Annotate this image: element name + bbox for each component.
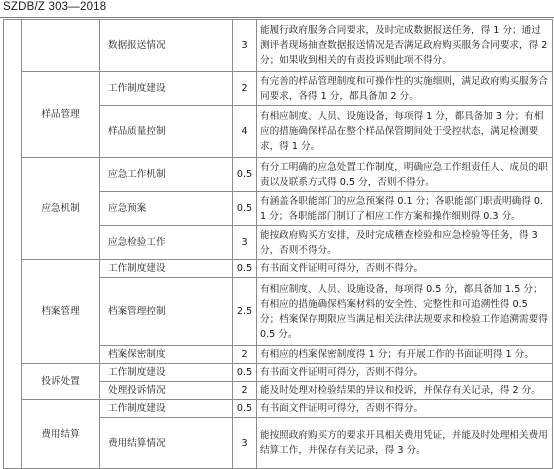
requirement-cell: 能按照政府购买方的要求开具相关费用凭证，并能及时处理相关费用结算工作，并保存有关记录，得 3 分。 bbox=[257, 418, 553, 469]
category-cell: 样品管理 bbox=[22, 72, 100, 158]
header-rule bbox=[0, 17, 554, 18]
score-cell: 3 bbox=[233, 418, 257, 469]
item-cell: 应急工作机制 bbox=[100, 158, 233, 192]
item-cell: 费用结算情况 bbox=[100, 418, 233, 469]
item-cell: 数据报送情况 bbox=[100, 20, 233, 72]
table-row bbox=[4, 72, 553, 106]
category-cell: 投诉处置 bbox=[22, 364, 100, 400]
requirement-cell: 能及时处理对检验结果的异议和投诉，并保存有关记录，得 2 分。 bbox=[257, 382, 553, 400]
outer-column bbox=[4, 20, 22, 469]
score-cell: 3 bbox=[233, 226, 257, 260]
table-row bbox=[4, 20, 553, 72]
item-cell: 处理投诉情况 bbox=[100, 382, 233, 400]
requirement-cell: 有完善的样品管理制度和可操作性的实施细则，满足政府购买服务合同要求，各得 1 分，都具备加 2 分。 bbox=[257, 72, 553, 106]
requirement-cell: 有书面文件证明可得分，否则不得分。 bbox=[257, 260, 553, 278]
score-cell: 2 bbox=[233, 382, 257, 400]
score-cell: 2 bbox=[233, 72, 257, 106]
item-cell: 应急检验工作 bbox=[100, 226, 233, 260]
item-cell: 工作制度建设 bbox=[100, 364, 233, 382]
score-cell: 3 bbox=[233, 20, 257, 72]
item-cell: 样品质量控制 bbox=[100, 106, 233, 158]
item-cell: 档案保密制度 bbox=[100, 346, 233, 364]
category-cell: 费用结算 bbox=[22, 400, 100, 469]
category-cell bbox=[22, 20, 100, 72]
table-row bbox=[4, 260, 553, 278]
requirement-cell: 能履行政府服务合同要求，及时完成数据报送任务，得 1 分；通过测评者现场抽查数据报送情况是否满足政府购买服务合同要求，得 2 分；如果收到相关的有责投诉则此项不得分。 bbox=[257, 20, 553, 72]
score-cell: 0.5 bbox=[233, 192, 257, 226]
requirement-cell: 有相应制度、人员、设施设备，每项得 0.5 分，都具备加 1.5 分；有相应的措施确保档案材料的安全性、完整性和可追溯性得 0.5 分；档案保存期限应当满足相关法律法规要求和检验工作追溯需要得 0.5 分。 bbox=[257, 278, 553, 346]
score-cell: 0.5 bbox=[233, 364, 257, 382]
item-cell: 工作制度建设 bbox=[100, 400, 233, 418]
table-row bbox=[4, 364, 553, 382]
item-cell: 工作制度建设 bbox=[100, 72, 233, 106]
item-cell: 应急预案 bbox=[100, 192, 233, 226]
score-cell: 2.5 bbox=[233, 278, 257, 346]
score-cell: 0.5 bbox=[233, 400, 257, 418]
requirement-cell: 有涵盖各职能部门的应急预案得 0.1 分；各职能部门职责明确得 0.1 分；各职能部门制订了相应工作方案和操作细则得 0.3 分。 bbox=[257, 192, 553, 226]
item-cell: 档案管理控制 bbox=[100, 278, 233, 346]
evaluation-table bbox=[3, 19, 553, 469]
document-id: SZDB/Z 303—2018 bbox=[3, 1, 107, 13]
requirement-cell: 有相应制度、人员、设施设备，每项得 1 分，都具备加 3 分；有相应的措施确保样品在整个样品保管期间处于受控状态，满足检测要求，得 1 分。 bbox=[257, 106, 553, 158]
score-cell: 4 bbox=[233, 106, 257, 158]
requirement-cell: 能按政府购买方安排，及时完成稽查检验和应急检验等任务，得 3 分，否则不得分。 bbox=[257, 226, 553, 260]
requirement-cell: 有书面文件证明可得分，否则不得分。 bbox=[257, 400, 553, 418]
score-cell: 2 bbox=[233, 346, 257, 364]
score-cell: 0.5 bbox=[233, 158, 257, 192]
category-cell: 档案管理 bbox=[22, 260, 100, 364]
requirement-cell: 有分工明确的应急处置工作制度，明确应急工作组责任人、成员的职责以及联系方式得 0.5 分，否则不得分。 bbox=[257, 158, 553, 192]
requirement-cell: 有相应的档案保密制度得 1 分；有开展工作的书面证明得 1 分。 bbox=[257, 346, 553, 364]
requirement-cell: 有书面文件证明可得分，否则不得分。 bbox=[257, 364, 553, 382]
item-cell: 工作制度建设 bbox=[100, 260, 233, 278]
table-row bbox=[4, 400, 553, 418]
table-row bbox=[4, 158, 553, 192]
score-cell: 0.5 bbox=[233, 260, 257, 278]
category-cell: 应急机制 bbox=[22, 158, 100, 260]
